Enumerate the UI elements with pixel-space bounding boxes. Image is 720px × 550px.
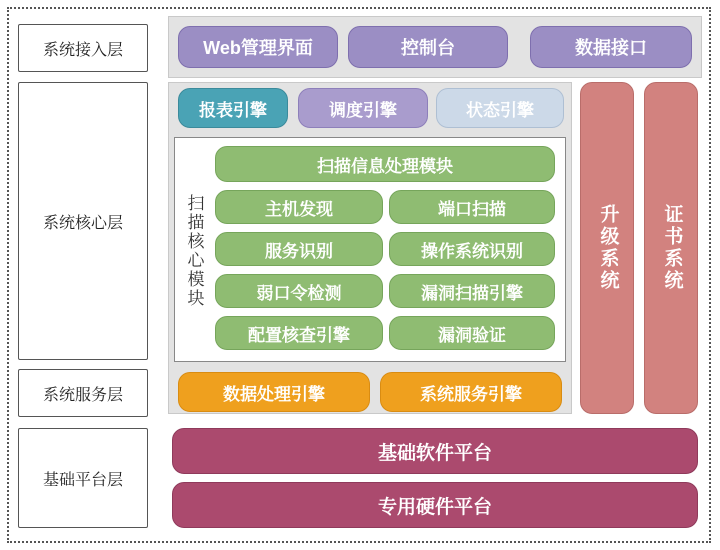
layer-label-platform: 基础平台层 <box>18 428 148 528</box>
right-column-upgrade-system[interactable]: 升级系统 <box>580 82 634 414</box>
core-item-os-identify[interactable]: 操作系统识别 <box>389 232 555 266</box>
right-column-certificate-system[interactable]: 证书系统 <box>644 82 698 414</box>
engine-item-report[interactable]: 报表引擎 <box>178 88 288 128</box>
core-item-port-scan[interactable]: 端口扫描 <box>389 190 555 224</box>
core-item-vuln-verify[interactable]: 漏洞验证 <box>389 316 555 350</box>
core-header-scan-info[interactable]: 扫描信息处理模块 <box>215 146 555 182</box>
layer-label-access: 系统接入层 <box>18 24 148 72</box>
platform-row-base-software[interactable]: 基础软件平台 <box>172 428 698 474</box>
layer-label-service: 系统服务层 <box>18 369 148 417</box>
service-item-data-processing-engine[interactable]: 数据处理引擎 <box>178 372 370 412</box>
service-item-system-service-engine[interactable]: 系统服务引擎 <box>380 372 562 412</box>
core-item-weak-password[interactable]: 弱口令检测 <box>215 274 383 308</box>
access-item-console[interactable]: 控制台 <box>348 26 508 68</box>
platform-row-dedicated-hardware[interactable]: 专用硬件平台 <box>172 482 698 528</box>
core-item-service-identify[interactable]: 服务识别 <box>215 232 383 266</box>
core-item-config-audit-engine[interactable]: 配置核查引擎 <box>215 316 383 350</box>
engine-item-scheduler[interactable]: 调度引擎 <box>298 88 428 128</box>
access-item-web-ui[interactable]: Web管理界面 <box>178 26 338 68</box>
scan-core-module-side-label: 扫描核心模块 <box>184 193 204 308</box>
core-item-vuln-scan-engine[interactable]: 漏洞扫描引擎 <box>389 274 555 308</box>
core-item-host-discovery[interactable]: 主机发现 <box>215 190 383 224</box>
access-item-data-api[interactable]: 数据接口 <box>530 26 692 68</box>
layer-label-core: 系统核心层 <box>18 82 148 360</box>
engine-item-status[interactable]: 状态引擎 <box>436 88 564 128</box>
scan-core-module-container <box>174 137 566 362</box>
